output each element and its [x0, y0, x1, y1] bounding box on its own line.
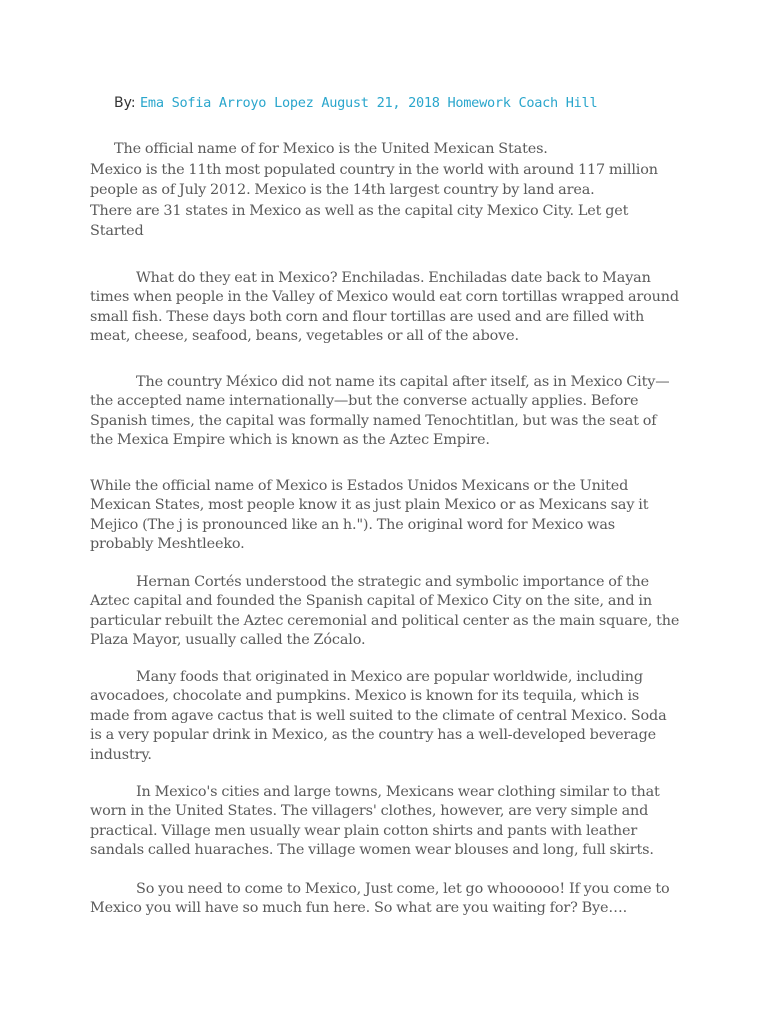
intro-block [90, 140, 680, 241]
intro-line-2: Mexico is the 11th most populated country in the world with around 117 million people as of July 2012. Mexico is the 14th largest country by land area. [90, 162, 658, 198]
byline-value: Ema Sofia Arroyo Lopez August 21, 2018 Homework Coach Hill [140, 95, 598, 111]
intro-line-3: There are 31 states in Mexico as well as the capital city Mexico City. Let get Started [90, 203, 629, 239]
paragraph-closing: So you need to come to Mexico, Just come, let go whoooooo! If you come to Mexico you will have so much fun here. So what are you waiting for? Bye…. [90, 881, 670, 917]
byline-label: By: [114, 95, 141, 111]
paragraph-cortes: Hernan Cortés understood the strategic and symbolic importance of the Aztec capital and founded the Spanish capital of Mexico City on the site, and in particular rebuilt the Aztec ceremonial and political center as the main square, the Plaza Mayor, usually called the Zócalo. [90, 574, 680, 649]
paragraph-foods: Many foods that originated in Mexico are popular worldwide, including avocadoes, chocolate and pumpkins. Mexico is known for its tequila, which is made from agave cactus that is well suited to the climate of central Mexico. Soda is a very popular drink in Mexico, as the country has a well-developed beverage industry. [90, 669, 667, 763]
author-byline [114, 93, 597, 113]
paragraph-clothing: In Mexico's cities and large towns, Mexicans wear clothing similar to that worn in the United States. The villagers' clothes, however, are very simple and practical. Village men usually wear plain cotton shirts and pants with leather sandals called huaraches. The village women wear blouses and long, full skirts. [90, 784, 660, 859]
paragraph-capital: The country México did not name its capital after itself, as in Mexico City—the accepted name internationally—but the converse actually applies. Before Spanish times, the capital was formally named Tenochtitlan, but was the seat of the Mexica Empire which is known as the Aztec Empire. [90, 374, 670, 449]
paragraph-official-name: While the official name of Mexico is Estados Unidos Mexicans or the United Mexican States, most people know it as just plain Mexico or as Mexicans say it Mejico (The j is pronounced like an h."). The original word for Mexico was probably Meshtleeko. [90, 478, 649, 553]
paragraph-food: What do they eat in Mexico? Enchiladas. Enchiladas date back to Mayan times when people in the Valley of Mexico would eat corn tortillas wrapped around small fish. These days both corn and flour tortillas are used and are filled with meat, cheese, seafood, beans, vegetables or all of the above. [90, 270, 679, 345]
intro-line-1: The official name of for Mexico is the United Mexican States. [114, 141, 548, 157]
